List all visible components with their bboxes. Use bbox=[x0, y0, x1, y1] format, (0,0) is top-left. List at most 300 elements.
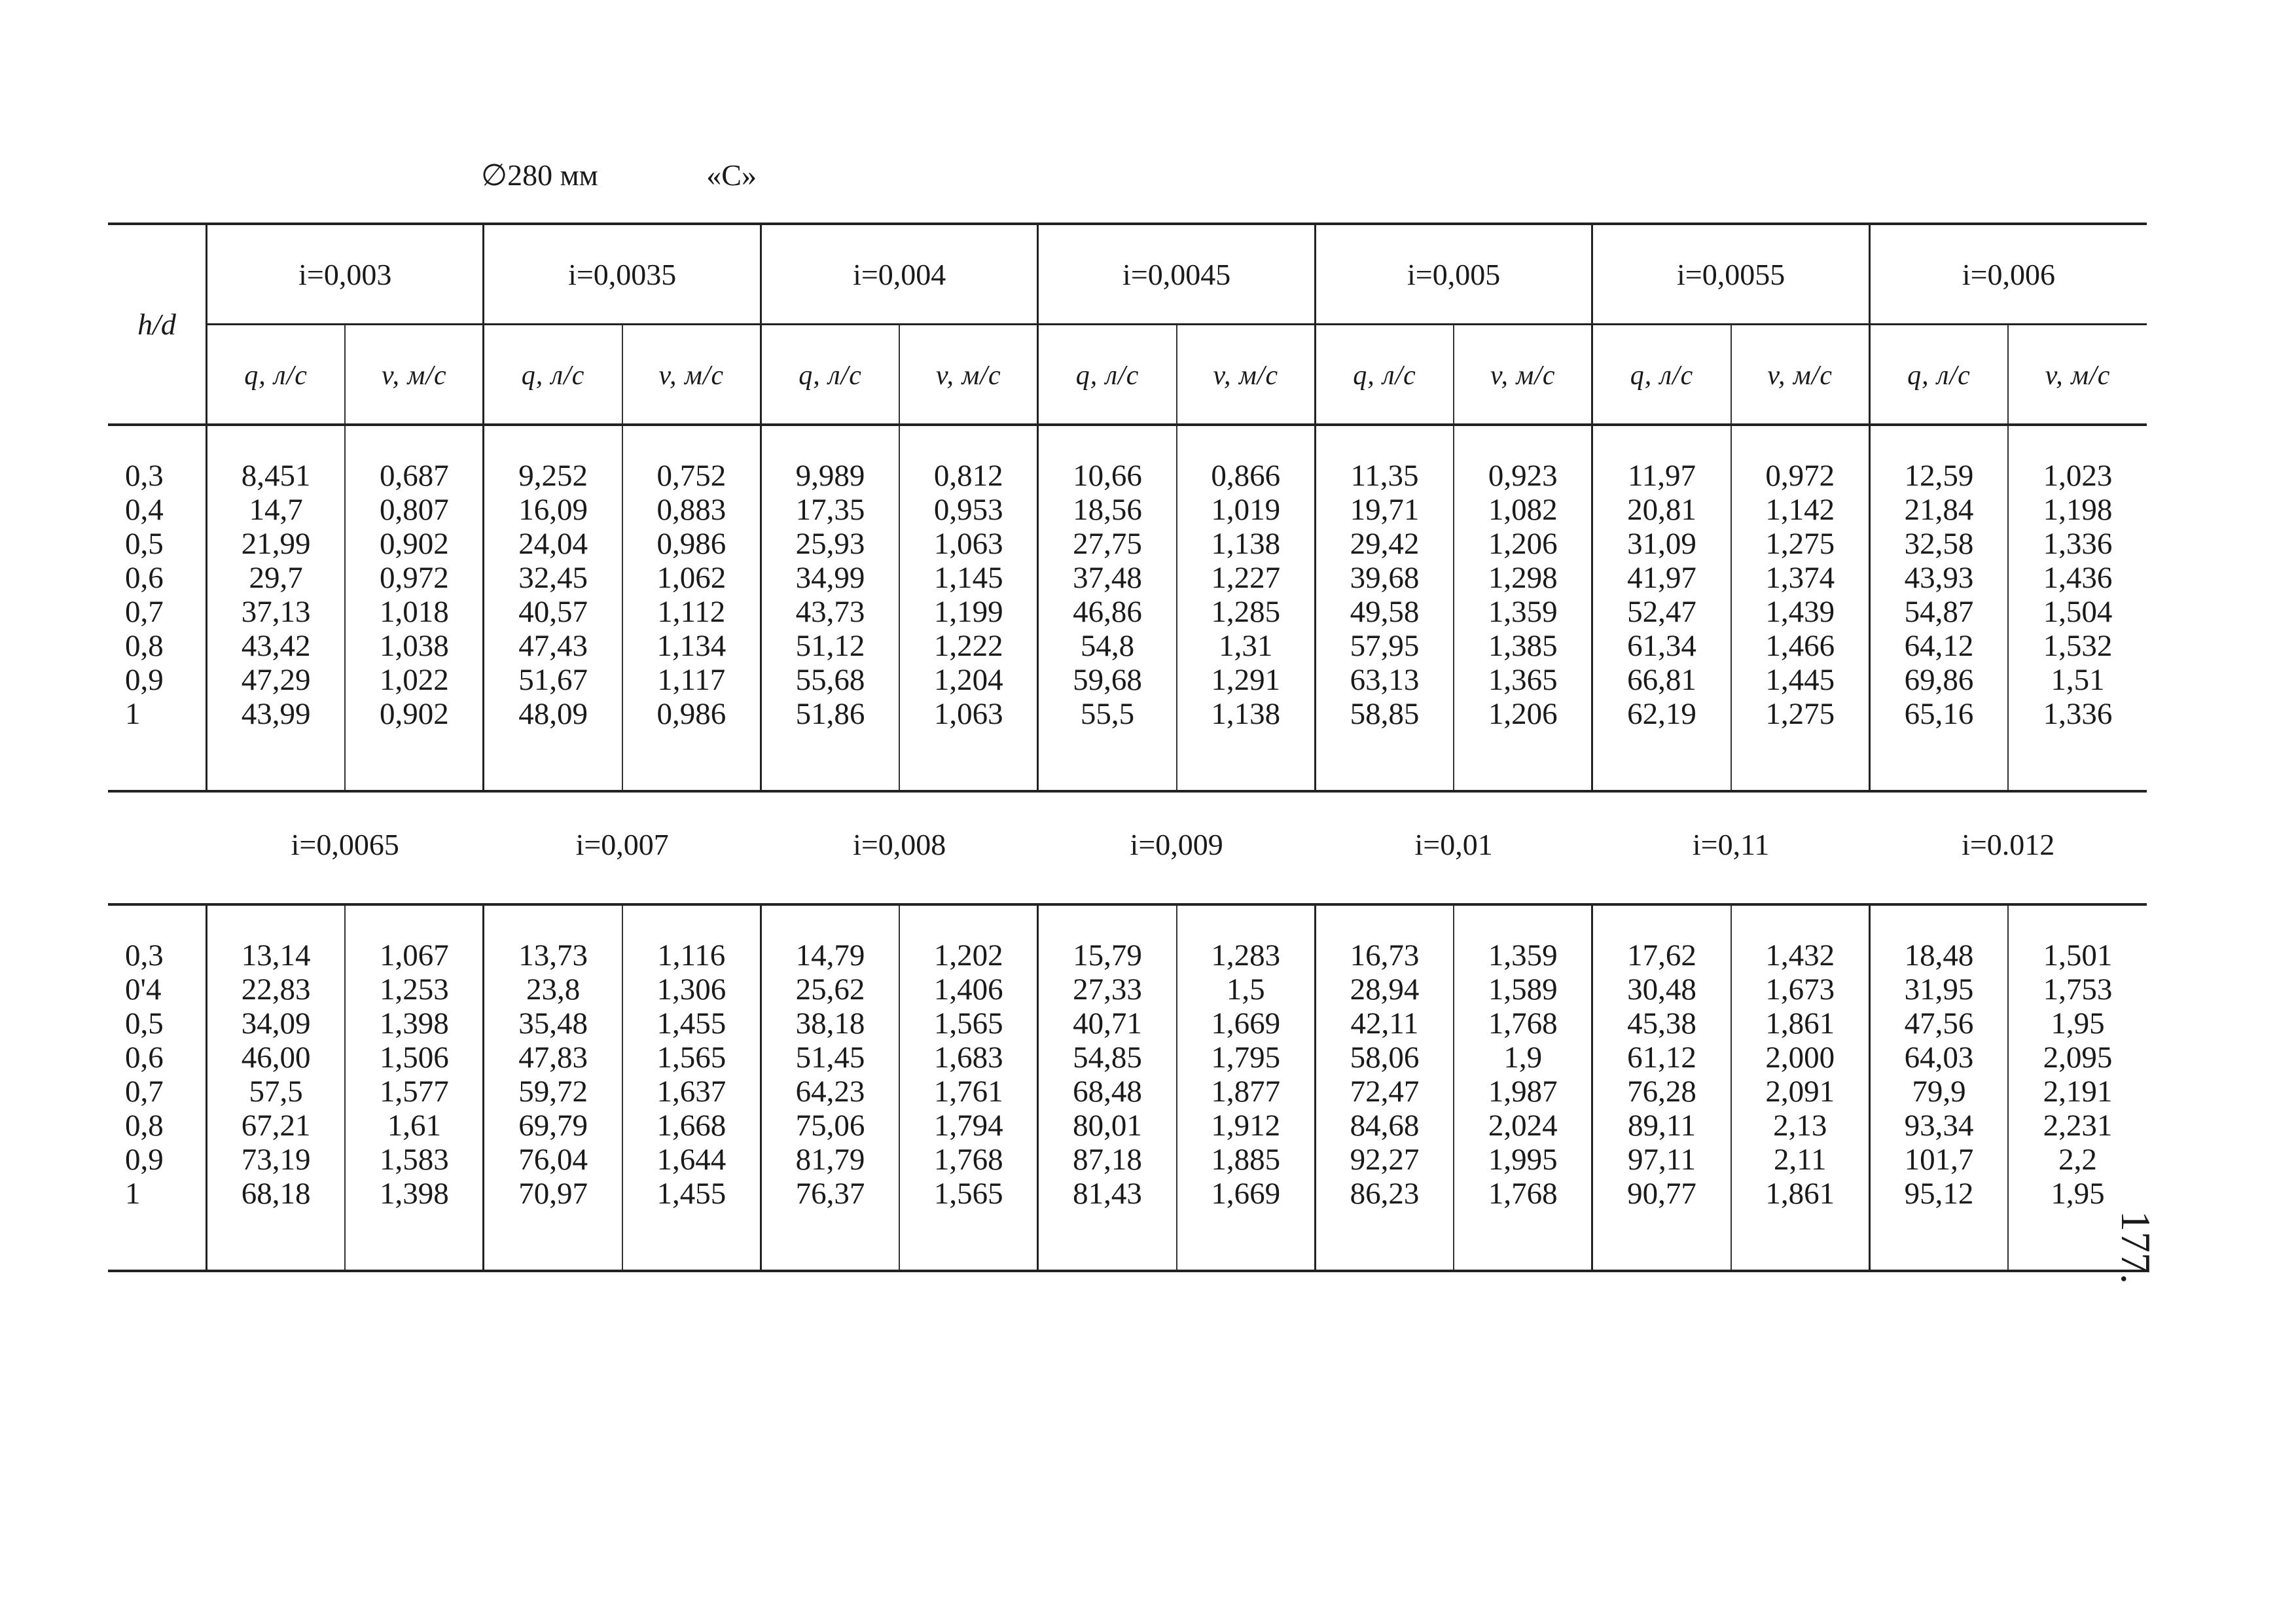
table-cell: 51,12 bbox=[795, 629, 865, 663]
table-cell: 1,138 bbox=[1211, 697, 1281, 731]
v-unit-header: v, м/с bbox=[899, 325, 1038, 425]
slope-header: i=0,009 bbox=[1038, 785, 1315, 904]
table-cell: 1,062 bbox=[656, 561, 726, 595]
table-cell: 93,34 bbox=[1904, 1109, 1974, 1143]
table-cell: 0,9 bbox=[125, 663, 164, 697]
table-cell: 1,359 bbox=[1488, 595, 1558, 629]
v-column bbox=[1454, 425, 1592, 791]
table-cell: 1,506 bbox=[379, 1041, 449, 1075]
table-cell: 1,082 bbox=[1488, 493, 1558, 527]
table-cell: 25,62 bbox=[795, 972, 865, 1007]
table-cell: 34,99 bbox=[795, 561, 865, 595]
table-cell: 81,43 bbox=[1073, 1177, 1142, 1211]
table-cell: 37,48 bbox=[1073, 561, 1142, 595]
table-cell: 1,436 bbox=[2043, 561, 2113, 595]
table-cell: 37,13 bbox=[241, 595, 311, 629]
table-cell: 97,11 bbox=[1628, 1143, 1696, 1177]
v-column bbox=[899, 425, 1038, 791]
table-cell: 24,04 bbox=[518, 527, 588, 561]
table-cell: 64,23 bbox=[795, 1075, 865, 1109]
table-cell: 58,06 bbox=[1350, 1041, 1420, 1075]
table-cell: 70,97 bbox=[518, 1177, 588, 1211]
q-column bbox=[1592, 904, 1731, 1271]
table-cell: 0,812 bbox=[933, 459, 1003, 493]
slope-header: i=0,0055 bbox=[1592, 224, 1869, 325]
table-cell: 0,5 bbox=[125, 1007, 164, 1041]
table-cell: 1,298 bbox=[1488, 561, 1558, 595]
table-cell: 68,18 bbox=[241, 1177, 311, 1211]
table-cell: 1,385 bbox=[1488, 629, 1558, 663]
v-column bbox=[1454, 904, 1592, 1271]
table-cell: 1,206 bbox=[1488, 697, 1558, 731]
table-cell: 0,687 bbox=[379, 459, 449, 493]
table-cell: 1,768 bbox=[933, 1143, 1003, 1177]
table-cell: 1,206 bbox=[1488, 527, 1558, 561]
table-cell: 84,68 bbox=[1350, 1109, 1420, 1143]
table-cell: 81,79 bbox=[795, 1143, 865, 1177]
table-cell: 0,5 bbox=[125, 527, 164, 561]
v-column bbox=[622, 904, 761, 1271]
v-column bbox=[345, 425, 484, 791]
table-cell: 0,8 bbox=[125, 629, 164, 663]
table-cell: 1,877 bbox=[1211, 1075, 1281, 1109]
table-cell: 0,986 bbox=[656, 697, 726, 731]
v-column bbox=[2008, 425, 2147, 791]
table-cell: 1,374 bbox=[1765, 561, 1835, 595]
table-cell: 1,95 bbox=[2051, 1177, 2105, 1211]
table-cell: 0,7 bbox=[125, 595, 164, 629]
table-cell: 76,28 bbox=[1627, 1075, 1696, 1109]
q-unit-header: q, л/с bbox=[761, 325, 899, 425]
table-cell: 0,6 bbox=[125, 1041, 164, 1075]
slope-header: i=0,11 bbox=[1592, 785, 1869, 904]
table-cell: 1,204 bbox=[933, 663, 1003, 697]
table-cell: 12,59 bbox=[1904, 459, 1974, 493]
table-cell: 51,86 bbox=[795, 697, 865, 731]
table-cell: 0,902 bbox=[379, 697, 449, 731]
table-cell: 2,024 bbox=[1488, 1109, 1558, 1143]
table-cell: 0,7 bbox=[125, 1075, 164, 1109]
q-unit-header: q, л/с bbox=[1869, 325, 2008, 425]
table-cell: 1,038 bbox=[379, 629, 449, 663]
table-cell: 92,27 bbox=[1350, 1143, 1420, 1177]
table-cell: 0,4 bbox=[125, 493, 164, 527]
table-cell: 2,13 bbox=[1773, 1109, 1827, 1143]
table-cell: 1,995 bbox=[1488, 1143, 1558, 1177]
table-cell: 1,589 bbox=[1488, 972, 1558, 1007]
table-cell: 1,275 bbox=[1765, 697, 1835, 731]
slope-header: i=0,006 bbox=[1869, 224, 2147, 325]
table-cell: 61,12 bbox=[1627, 1041, 1696, 1075]
table-cell: 1,794 bbox=[933, 1109, 1003, 1143]
flow-table-2 bbox=[108, 785, 2147, 1272]
q-column bbox=[1869, 425, 2008, 791]
table-cell: 32,45 bbox=[518, 561, 588, 595]
table-cell: 1,987 bbox=[1488, 1075, 1558, 1109]
table-cell: 1,138 bbox=[1211, 527, 1281, 561]
table-cell: 1,222 bbox=[933, 629, 1003, 663]
table-cell: 16,09 bbox=[518, 493, 588, 527]
table-cell: 1,761 bbox=[933, 1075, 1003, 1109]
table-cell: 1,067 bbox=[379, 938, 449, 972]
q-column bbox=[484, 904, 622, 1271]
table-cell: 31,09 bbox=[1627, 527, 1696, 561]
table-cell: 1,439 bbox=[1765, 595, 1835, 629]
table-cell: 9,252 bbox=[518, 459, 588, 493]
table-cell: 1,95 bbox=[2051, 1007, 2105, 1041]
table-cell: 1,504 bbox=[2043, 595, 2113, 629]
table-cell: 23,8 bbox=[526, 972, 581, 1007]
table-cell: 47,83 bbox=[518, 1041, 588, 1075]
table-cell: 1,134 bbox=[656, 629, 726, 663]
table-cell: 10,66 bbox=[1073, 459, 1142, 493]
pipe-series: «С» bbox=[706, 158, 757, 192]
hd-column bbox=[108, 904, 206, 1271]
slope-header: i=0,007 bbox=[484, 785, 761, 904]
table-cell: 18,56 bbox=[1073, 493, 1142, 527]
table-cell: 28,94 bbox=[1350, 972, 1420, 1007]
v-unit-header: v, м/с bbox=[2008, 325, 2147, 425]
table-cell: 0,8 bbox=[125, 1109, 164, 1143]
table-cell: 19,71 bbox=[1350, 493, 1420, 527]
table-cell: 1,683 bbox=[933, 1041, 1003, 1075]
table-cell: 1,637 bbox=[656, 1075, 726, 1109]
table-cell: 47,43 bbox=[518, 629, 588, 663]
table-cell: 1,365 bbox=[1488, 663, 1558, 697]
table-cell: 2,000 bbox=[1765, 1041, 1835, 1075]
table-caption bbox=[481, 157, 757, 192]
hd-header-empty bbox=[108, 785, 206, 904]
table-cell: 1,145 bbox=[933, 561, 1003, 595]
table-cell: 11,35 bbox=[1350, 459, 1419, 493]
v-unit-header: v, м/с bbox=[1454, 325, 1592, 425]
table-cell: 40,71 bbox=[1073, 1007, 1142, 1041]
table-cell: 22,83 bbox=[241, 972, 311, 1007]
table-cell: 1,445 bbox=[1765, 663, 1835, 697]
q-column bbox=[761, 904, 899, 1271]
table-cell: 29,7 bbox=[249, 561, 303, 595]
slope-header-row bbox=[108, 785, 2147, 904]
table-cell: 1,753 bbox=[2043, 972, 2113, 1007]
table-cell: 1,9 bbox=[1503, 1041, 1543, 1075]
table-cell: 0,953 bbox=[933, 493, 1003, 527]
table-cell: 0,3 bbox=[125, 459, 164, 493]
v-unit-header: v, м/с bbox=[345, 325, 484, 425]
table-cell: 55,5 bbox=[1080, 697, 1135, 731]
table-cell: 69,79 bbox=[518, 1109, 588, 1143]
table-cell: 13,73 bbox=[518, 938, 588, 972]
table-cell: 1,455 bbox=[656, 1007, 726, 1041]
table-cell: 51,67 bbox=[518, 663, 588, 697]
hd-column bbox=[108, 425, 206, 791]
table-cell: 1,31 bbox=[1219, 629, 1273, 663]
q-column bbox=[206, 904, 345, 1271]
q-unit-header: q, л/с bbox=[206, 325, 345, 425]
table-cell: 1,063 bbox=[933, 527, 1003, 561]
table-cell: 1,406 bbox=[933, 972, 1003, 1007]
table-cell: 1,283 bbox=[1211, 938, 1281, 972]
table-cell: 1,466 bbox=[1765, 629, 1835, 663]
table-cell: 25,93 bbox=[795, 527, 865, 561]
q-column bbox=[1315, 425, 1454, 791]
table-cell: 20,81 bbox=[1627, 493, 1696, 527]
table-cell: 21,99 bbox=[241, 527, 311, 561]
table-cell: 64,03 bbox=[1904, 1041, 1974, 1075]
table-cell: 8,451 bbox=[241, 459, 311, 493]
table-cell: 46,00 bbox=[241, 1041, 311, 1075]
table-cell: 95,12 bbox=[1904, 1177, 1974, 1211]
table-cell: 1,199 bbox=[933, 595, 1003, 629]
table-cell: 2,091 bbox=[1765, 1075, 1835, 1109]
table-cell: 1,198 bbox=[2043, 493, 2113, 527]
table-cell: 1 bbox=[125, 1177, 141, 1211]
table-cell: 1,359 bbox=[1488, 938, 1558, 972]
pipe-diameter: ∅280 мм bbox=[481, 158, 598, 192]
q-column bbox=[1038, 904, 1177, 1271]
table-cell: 1,285 bbox=[1211, 595, 1281, 629]
table-cell: 89,11 bbox=[1628, 1109, 1696, 1143]
q-unit-header: q, л/с bbox=[1592, 325, 1731, 425]
q-column bbox=[206, 425, 345, 791]
slope-header-row bbox=[108, 224, 2147, 325]
v-unit-header: v, м/с bbox=[1177, 325, 1316, 425]
v-column bbox=[1731, 904, 1870, 1271]
table-cell: 1,669 bbox=[1211, 1177, 1281, 1211]
table-cell: 1,398 bbox=[379, 1007, 449, 1041]
table-cell: 75,06 bbox=[795, 1109, 865, 1143]
table-cell: 51,45 bbox=[795, 1041, 865, 1075]
table-cell: 1,912 bbox=[1211, 1109, 1281, 1143]
v-unit-header: v, м/с bbox=[622, 325, 761, 425]
table-cell: 15,79 bbox=[1073, 938, 1142, 972]
table-cell: 47,29 bbox=[241, 663, 311, 697]
table-cell: 1,022 bbox=[379, 663, 449, 697]
table-cell: 76,04 bbox=[518, 1143, 588, 1177]
table-cell: 1,669 bbox=[1211, 1007, 1281, 1041]
table-cell: 1,51 bbox=[2051, 663, 2105, 697]
table-cell: 1,768 bbox=[1488, 1007, 1558, 1041]
table-cell: 68,48 bbox=[1073, 1075, 1142, 1109]
q-column bbox=[1315, 904, 1454, 1271]
table-cell: 32,58 bbox=[1904, 527, 1974, 561]
table-cell: 1,112 bbox=[657, 595, 726, 629]
table-cell: 1,501 bbox=[2043, 938, 2113, 972]
table-cell: 14,7 bbox=[249, 493, 303, 527]
table-cell: 87,18 bbox=[1073, 1143, 1142, 1177]
table-cell: 69,86 bbox=[1904, 663, 1974, 697]
table-cell: 0,902 bbox=[379, 527, 449, 561]
table-cell: 49,58 bbox=[1350, 595, 1420, 629]
unit-header-row bbox=[108, 325, 2147, 425]
table-cell: 30,48 bbox=[1627, 972, 1696, 1007]
slope-header: i=0,0045 bbox=[1038, 224, 1315, 325]
table-cell: 1,861 bbox=[1765, 1177, 1835, 1211]
table-cell: 1 bbox=[125, 697, 141, 731]
table-cell: 54,8 bbox=[1080, 629, 1135, 663]
table-cell: 1,063 bbox=[933, 697, 1003, 731]
table-cell: 1,275 bbox=[1765, 527, 1835, 561]
table-block-2 bbox=[108, 785, 2147, 1272]
table-cell: 1,644 bbox=[656, 1143, 726, 1177]
slope-header: i=0,003 bbox=[206, 224, 483, 325]
v-column bbox=[1731, 425, 1870, 791]
table-cell: 86,23 bbox=[1350, 1177, 1420, 1211]
table-cell: 1,019 bbox=[1211, 493, 1281, 527]
table-cell: 0,972 bbox=[1765, 459, 1835, 493]
table-cell: 35,48 bbox=[518, 1007, 588, 1041]
table-cell: 61,34 bbox=[1627, 629, 1696, 663]
table-cell: 13,14 bbox=[241, 938, 311, 972]
table-cell: 2,191 bbox=[2043, 1075, 2113, 1109]
table-cell: 1,202 bbox=[933, 938, 1003, 972]
table-cell: 1,577 bbox=[379, 1075, 449, 1109]
table-cell: 0,9 bbox=[125, 1143, 164, 1177]
table-cell: 1,668 bbox=[656, 1109, 726, 1143]
table-cell: 1,336 bbox=[2043, 697, 2113, 731]
table-cell: 1,291 bbox=[1211, 663, 1281, 697]
table-cell: 27,75 bbox=[1073, 527, 1142, 561]
table-cell: 47,56 bbox=[1904, 1007, 1974, 1041]
table-block-1 bbox=[108, 223, 2147, 793]
table-cell: 39,68 bbox=[1350, 561, 1420, 595]
table-cell: 2,095 bbox=[2043, 1041, 2113, 1075]
table-cell: 0,923 bbox=[1488, 459, 1558, 493]
v-column bbox=[1177, 904, 1316, 1271]
v-unit-header: v, м/с bbox=[1731, 325, 1870, 425]
page-number: 177. bbox=[2113, 1211, 2159, 1284]
table-body-row bbox=[108, 425, 2147, 791]
table-cell: 16,73 bbox=[1350, 938, 1420, 972]
table-cell: 1,795 bbox=[1211, 1041, 1281, 1075]
table-cell: 1,565 bbox=[656, 1041, 726, 1075]
q-unit-header: q, л/с bbox=[1315, 325, 1454, 425]
table-cell: 1,583 bbox=[379, 1143, 449, 1177]
table-cell: 18,48 bbox=[1904, 938, 1974, 972]
slope-header: i=0,004 bbox=[761, 224, 1037, 325]
table-cell: 43,73 bbox=[795, 595, 865, 629]
table-cell: 17,62 bbox=[1627, 938, 1696, 972]
slope-header: i=0,005 bbox=[1315, 224, 1592, 325]
q-column bbox=[1038, 425, 1177, 791]
table-cell: 0,807 bbox=[379, 493, 449, 527]
slope-header: i=0.012 bbox=[1869, 785, 2147, 904]
slope-header: i=0,01 bbox=[1315, 785, 1592, 904]
table-cell: 0'4 bbox=[125, 972, 162, 1007]
table-cell: 73,19 bbox=[241, 1143, 311, 1177]
table-cell: 72,47 bbox=[1350, 1075, 1420, 1109]
q-unit-header: q, л/с bbox=[484, 325, 622, 425]
table-cell: 40,57 bbox=[518, 595, 588, 629]
table-cell: 1,336 bbox=[2043, 527, 2113, 561]
table-cell: 2,2 bbox=[2058, 1143, 2097, 1177]
table-cell: 29,42 bbox=[1350, 527, 1420, 561]
table-cell: 27,33 bbox=[1073, 972, 1142, 1007]
table-cell: 0,883 bbox=[656, 493, 726, 527]
table-cell: 0,866 bbox=[1211, 459, 1281, 493]
table-cell: 1,306 bbox=[656, 972, 726, 1007]
table-cell: 57,95 bbox=[1350, 629, 1420, 663]
table-cell: 0,972 bbox=[379, 561, 449, 595]
table-cell: 1,455 bbox=[656, 1177, 726, 1211]
table-cell: 101,7 bbox=[1904, 1143, 1974, 1177]
hd-header: h/d bbox=[108, 224, 206, 425]
table-cell: 54,87 bbox=[1904, 595, 1974, 629]
table-cell: 76,37 bbox=[795, 1177, 865, 1211]
table-cell: 1,532 bbox=[2043, 629, 2113, 663]
q-column bbox=[761, 425, 899, 791]
table-cell: 46,86 bbox=[1073, 595, 1142, 629]
table-cell: 1,018 bbox=[379, 595, 449, 629]
table-cell: 1,117 bbox=[657, 663, 726, 697]
table-cell: 0,752 bbox=[656, 459, 726, 493]
table-cell: 1,5 bbox=[1226, 972, 1265, 1007]
table-body-row bbox=[108, 904, 2147, 1271]
table-cell: 0,3 bbox=[125, 938, 164, 972]
table-cell: 1,432 bbox=[1765, 938, 1835, 972]
slope-header: i=0,0035 bbox=[484, 224, 761, 325]
table-cell: 58,85 bbox=[1350, 697, 1420, 731]
table-cell: 55,68 bbox=[795, 663, 865, 697]
table-cell: 1,768 bbox=[1488, 1177, 1558, 1211]
table-cell: 1,861 bbox=[1765, 1007, 1835, 1041]
table-cell: 52,47 bbox=[1627, 595, 1696, 629]
table-cell: 1,398 bbox=[379, 1177, 449, 1211]
table-cell: 38,18 bbox=[795, 1007, 865, 1041]
table-cell: 11,97 bbox=[1628, 459, 1696, 493]
table-cell: 64,12 bbox=[1904, 629, 1974, 663]
slope-header: i=0,0065 bbox=[206, 785, 483, 904]
table-cell: 1,142 bbox=[1765, 493, 1835, 527]
flow-table-1 bbox=[108, 223, 2147, 793]
table-cell: 34,09 bbox=[241, 1007, 311, 1041]
table-cell: 1,885 bbox=[1211, 1143, 1281, 1177]
table-cell: 21,84 bbox=[1904, 493, 1974, 527]
v-column bbox=[899, 904, 1038, 1271]
table-cell: 1,253 bbox=[379, 972, 449, 1007]
table-cell: 1,116 bbox=[657, 938, 726, 972]
table-cell: 42,11 bbox=[1350, 1007, 1419, 1041]
v-column bbox=[345, 904, 484, 1271]
slope-header: i=0,008 bbox=[761, 785, 1037, 904]
table-cell: 2,231 bbox=[2043, 1109, 2113, 1143]
table-cell: 65,16 bbox=[1904, 697, 1974, 731]
table-cell: 79,9 bbox=[1912, 1075, 1966, 1109]
table-cell: 59,68 bbox=[1073, 663, 1142, 697]
v-column bbox=[1177, 425, 1316, 791]
table-cell: 1,227 bbox=[1211, 561, 1281, 595]
table-cell: 90,77 bbox=[1627, 1177, 1696, 1211]
table-cell: 0,986 bbox=[656, 527, 726, 561]
table-cell: 1,61 bbox=[387, 1109, 441, 1143]
table-cell: 2,11 bbox=[1773, 1143, 1827, 1177]
table-cell: 1,673 bbox=[1765, 972, 1835, 1007]
table-cell: 43,99 bbox=[241, 697, 311, 731]
table-cell: 59,72 bbox=[518, 1075, 588, 1109]
table-cell: 57,5 bbox=[249, 1075, 303, 1109]
table-cell: 1,565 bbox=[933, 1007, 1003, 1041]
q-column bbox=[1592, 425, 1731, 791]
table-cell: 45,38 bbox=[1627, 1007, 1696, 1041]
v-column bbox=[622, 425, 761, 791]
table-cell: 0,6 bbox=[125, 561, 164, 595]
table-cell: 54,85 bbox=[1073, 1041, 1142, 1075]
table-cell: 41,97 bbox=[1627, 561, 1696, 595]
table-cell: 62,19 bbox=[1627, 697, 1696, 731]
q-column bbox=[1869, 904, 2008, 1271]
q-column bbox=[484, 425, 622, 791]
table-cell: 43,93 bbox=[1904, 561, 1974, 595]
table-cell: 80,01 bbox=[1073, 1109, 1142, 1143]
